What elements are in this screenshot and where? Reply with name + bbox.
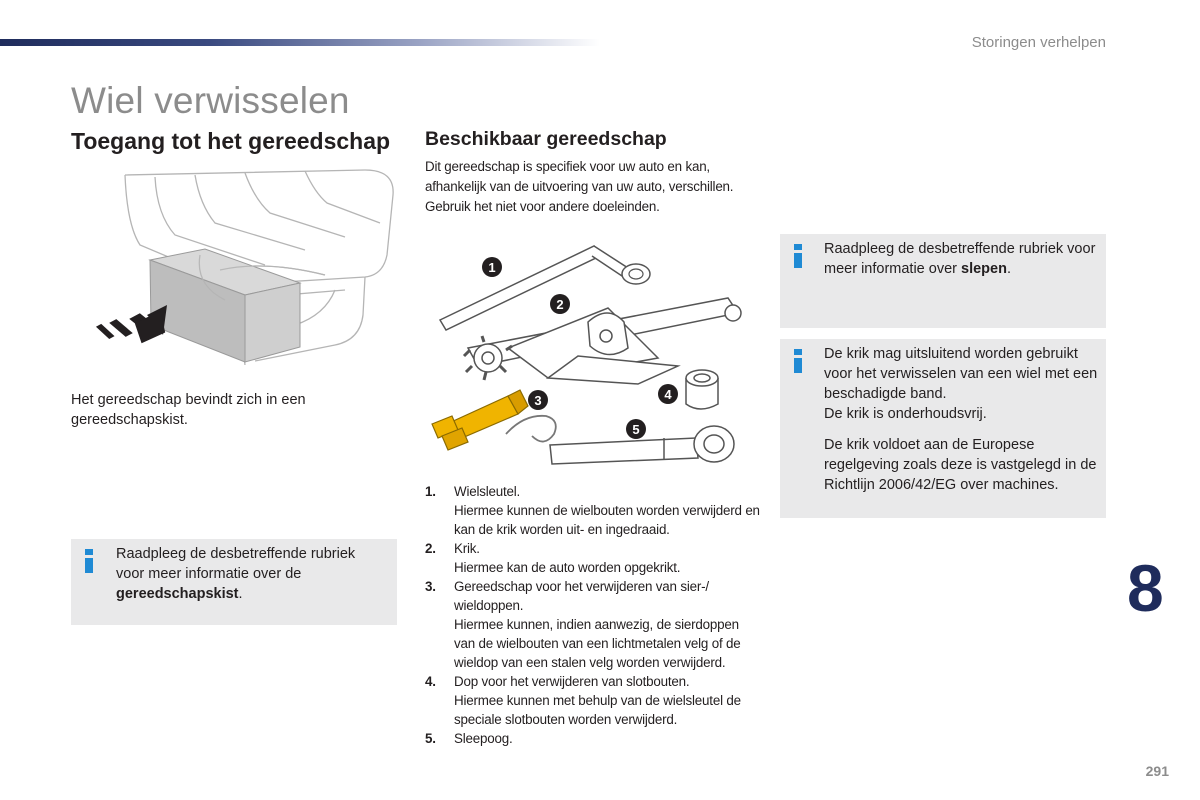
info-icon xyxy=(84,549,94,573)
info-text-part: Raadpleeg de desbetreffende rubriek voor meer informatie over de xyxy=(116,546,356,582)
tools-intro-text: Dit gereedschap is specifiek voor uw auto en kan, afhankelijk van de uitvoering van uw auto, verschillen. Gebruik het niet voor andere doeleinden. xyxy=(425,159,734,214)
list-item-title: Sleepoog. xyxy=(454,731,513,746)
info-box-jack xyxy=(780,339,1106,518)
list-item-number: 5. xyxy=(425,731,436,746)
list-item-number: 2. xyxy=(425,541,436,556)
info-box-towing xyxy=(780,234,1106,328)
section-title: Storingen verhelpen xyxy=(971,34,1106,51)
list-item-description: Hiermee kunnen, indien aanwezig, de sierdoppen van de wielbouten van een lichtmetalen velg of de wieldop van een stalen velg worden verwijderd. xyxy=(454,617,741,670)
info-text-towing xyxy=(824,239,1096,279)
heading-tool-access: Toegang tot het gereedschap xyxy=(71,128,391,154)
callout-3 xyxy=(528,390,548,410)
list-item xyxy=(425,482,760,539)
list-item xyxy=(425,672,760,729)
info-text-part: . xyxy=(238,586,243,602)
info-bold-term: slepen xyxy=(961,261,1007,277)
callout-number: 1 xyxy=(488,260,496,275)
list-item-description: Hiermee kan de auto worden opgekrikt. xyxy=(454,560,681,575)
info-text-jack-regulation: De krik voldoet aan de Europese regelgeving zoals deze is vastgelegd in de Richtlijn 2006/42/EG over machines. xyxy=(824,437,1097,493)
callout-1 xyxy=(482,257,502,277)
info-box-toolbox xyxy=(71,539,397,625)
pointer-arrow-icon xyxy=(96,305,167,344)
list-item xyxy=(425,539,760,577)
page-title: Wiel verwisselen xyxy=(71,80,350,121)
list-item-title: Wielsleutel. xyxy=(454,484,521,499)
tools-illustration xyxy=(428,238,748,468)
toolbox-location-text: Het gereedschap bevindt zich in een gereedschapskist. xyxy=(71,392,306,428)
info-text-part: Raadpleeg de desbetreffende rubriek voor meer informatie over xyxy=(824,241,1096,277)
info-icon xyxy=(793,349,803,373)
seat-toolbox-illustration xyxy=(95,165,405,365)
callout-5 xyxy=(626,419,646,439)
callout-number: 3 xyxy=(534,393,542,408)
lock-bolt-socket-icon xyxy=(686,370,718,409)
callout-4 xyxy=(658,384,678,404)
chapter-number: 8 xyxy=(1127,551,1164,625)
callout-number: 2 xyxy=(556,297,564,312)
callout-number: 4 xyxy=(664,387,672,402)
list-item-title: Krik. xyxy=(454,541,480,556)
info-icon xyxy=(793,244,803,268)
info-text-part: De krik mag uitsluitend worden gebruikt voor het verwisselen van een wiel met een beschadigde band. xyxy=(824,346,1098,402)
page-number: 291 xyxy=(1145,763,1169,779)
callout-number: 5 xyxy=(632,422,640,437)
callout-2 xyxy=(550,294,570,314)
info-bold-term: gereedschapskist xyxy=(116,586,239,602)
list-item-number: 4. xyxy=(425,674,436,689)
tools-list xyxy=(425,482,760,748)
list-item xyxy=(425,577,760,672)
heading-available-tools: Beschikbaar gereedschap xyxy=(425,128,667,150)
info-text-part: . xyxy=(1006,261,1011,277)
list-item-title: Dop voor het verwijderen van slotbouten. xyxy=(454,674,690,689)
list-item-number: 1. xyxy=(425,484,436,499)
info-text-part: De krik is onderhoudsvrij. xyxy=(824,406,987,422)
list-item-number: 3. xyxy=(425,579,436,594)
list-item-description: Hiermee kunnen met behulp van de wielsleutel de speciale slotbouten worden verwijderd. xyxy=(454,693,741,727)
info-text-jack-usage xyxy=(824,344,1098,424)
list-item xyxy=(425,729,760,748)
info-text-toolbox xyxy=(116,544,377,604)
list-item-title: Gereedschap voor het verwijderen van sier-/ wieldoppen. xyxy=(454,579,709,613)
list-item-description: Hiermee kunnen de wielbouten worden verwijderd en kan de krik worden uit- en ingedraaid. xyxy=(454,503,760,537)
header-color-bar xyxy=(0,39,600,46)
